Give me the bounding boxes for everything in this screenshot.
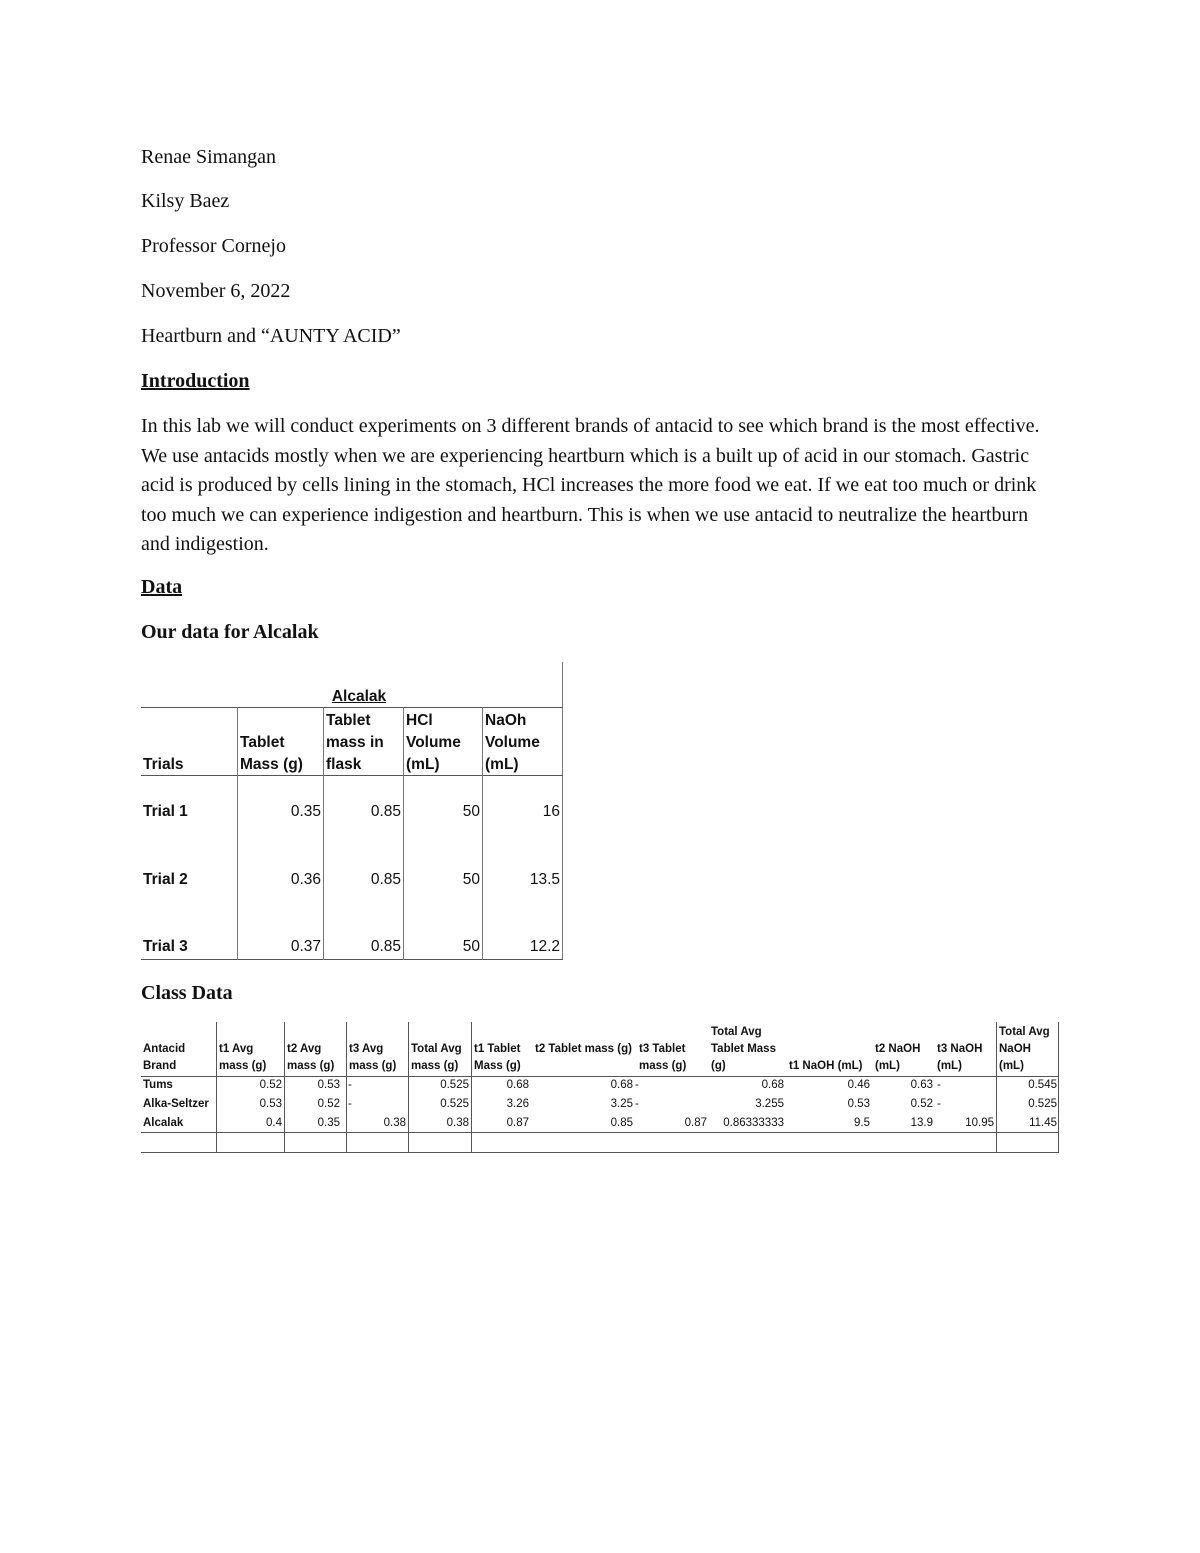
header-naoh-volume: NaOh Volume (mL)	[485, 712, 540, 773]
trial-2-tablet-mass: 0.36	[290, 871, 321, 888]
value-cell: 11.45	[1029, 1117, 1057, 1129]
value-cell: 0.52	[317, 1098, 340, 1110]
value-cell: 0.52	[910, 1098, 933, 1110]
col-t2-tablet-mass: t2 Tablet mass (g)	[535, 1043, 632, 1055]
table-rule	[141, 1076, 1059, 1077]
report-title: Heartburn and “AUNTY ACID”	[141, 325, 401, 347]
trial-2-hcl: 50	[462, 871, 480, 888]
value-cell: 0.46	[847, 1079, 870, 1091]
value-cell: 0.87	[684, 1117, 707, 1129]
header-tablet-mass: Tablet Mass (g)	[240, 734, 303, 773]
value-cell: -	[635, 1098, 639, 1110]
trial-3-label: Trial 3	[143, 938, 188, 955]
introduction-body: In this lab we will conduct experiments on 3 different brands of antacid to see which brand is the most effective. We use antacids mostly when we are experiencing heartburn which is a built up of acid in our stomach. Gastric acid is produced by cells lining in the stomach, HCl increases the more food we eat. If we eat too much or drink too much we can experience indigestion and heartburn. This is when we use antacid to neutralize the heartburn and indigestion.	[141, 415, 1040, 555]
author-1: Renae Simangan	[141, 146, 276, 168]
value-cell: 0.53	[259, 1098, 282, 1110]
value-cell: 0.68	[506, 1079, 529, 1091]
professor-name: Professor Cornejo	[141, 235, 286, 257]
header-mass-in-flask: Tablet mass in flask	[326, 712, 384, 773]
report-date: November 6, 2022	[141, 280, 291, 302]
table-rule	[403, 707, 404, 960]
value-cell: 0.52	[259, 1079, 282, 1091]
value-cell: 0.38	[446, 1117, 469, 1129]
value-cell: -	[348, 1098, 352, 1110]
value-cell: 0.35	[317, 1117, 340, 1129]
value-cell: 0.525	[440, 1098, 469, 1110]
value-cell: 10.95	[965, 1117, 994, 1129]
data-heading: Data	[141, 576, 183, 598]
alcalak-data-heading: Our data for Alcalak	[141, 621, 319, 643]
table-rule	[346, 1022, 347, 1153]
header-trials: Trials	[143, 756, 184, 773]
col-t3-tablet-mass: t3 Tablet mass (g)	[639, 1043, 687, 1072]
trial-1-tablet-mass: 0.35	[290, 803, 321, 820]
class-data-table	[141, 1022, 1059, 1154]
value-cell: -	[635, 1079, 639, 1091]
table-rule	[141, 959, 563, 960]
trial-3-tablet-mass: 0.37	[290, 938, 321, 955]
table-rule	[482, 707, 483, 960]
table-rule	[141, 1132, 1059, 1133]
value-cell: 0.68	[610, 1079, 633, 1091]
trial-1-hcl: 50	[462, 803, 480, 820]
alcalak-table-caption: Alcalak	[331, 688, 387, 705]
col-total-avg-tablet-mass: Total Avg Tablet Mass (g)	[711, 1026, 776, 1072]
alcalak-table	[141, 662, 564, 960]
trial-2-mass-in-flask: 0.85	[370, 871, 401, 888]
col-t3-naoh: t3 NaOH (mL)	[937, 1043, 983, 1072]
col-t1-naoh: t1 NaOH (mL)	[789, 1060, 863, 1072]
brand-cell: Alka-Seltzer	[143, 1098, 209, 1110]
brand-cell: Alcalak	[143, 1117, 184, 1129]
value-cell: 0.38	[383, 1117, 406, 1129]
col-t1-avg-mass: t1 Avg mass (g)	[219, 1043, 267, 1072]
table-rule	[141, 707, 563, 708]
table-rule	[237, 707, 238, 960]
col-total-avg-mass: Total Avg mass (g)	[411, 1043, 462, 1072]
table-rule	[141, 1152, 1059, 1153]
header-hcl-volume: HCl Volume (mL)	[406, 712, 461, 773]
value-cell: 0.4	[266, 1117, 282, 1129]
value-cell: 3.25	[610, 1098, 633, 1110]
value-cell: 0.525	[1028, 1098, 1057, 1110]
value-cell: 9.5	[854, 1117, 870, 1129]
col-total-avg-naoh: Total Avg NaOH (mL)	[999, 1026, 1050, 1072]
col-t2-avg-mass: t2 Avg mass (g)	[287, 1043, 335, 1072]
trial-3-mass-in-flask: 0.85	[370, 938, 401, 955]
value-cell: 0.63	[910, 1079, 933, 1091]
col-t2-naoh: t2 NaOH (mL)	[875, 1043, 921, 1072]
trial-3-hcl: 50	[462, 938, 480, 955]
value-cell: -	[937, 1098, 941, 1110]
value-cell: 0.85	[610, 1117, 633, 1129]
value-cell: 0.53	[847, 1098, 870, 1110]
value-cell: -	[348, 1079, 352, 1091]
value-cell: 13.9	[910, 1117, 933, 1129]
brand-cell: Tums	[143, 1079, 173, 1091]
col-antacid-brand: Antacid Brand	[143, 1043, 186, 1072]
trial-1-label: Trial 1	[143, 803, 188, 820]
value-cell: 3.26	[506, 1098, 529, 1110]
value-cell: 3.255	[755, 1098, 784, 1110]
col-t3-avg-mass: t3 Avg mass (g)	[349, 1043, 397, 1072]
value-cell: 0.545	[1028, 1079, 1057, 1091]
value-cell: 0.525	[440, 1079, 469, 1091]
value-cell: -	[937, 1079, 941, 1091]
trial-1-mass-in-flask: 0.85	[370, 803, 401, 820]
table-rule	[323, 707, 324, 960]
value-cell: 0.86333333	[723, 1117, 784, 1129]
value-cell: 0.87	[506, 1117, 529, 1129]
value-cell: 0.68	[761, 1079, 784, 1091]
introduction-heading: Introduction	[141, 370, 250, 392]
col-t1-tablet-mass: t1 Tablet Mass (g)	[474, 1043, 521, 1072]
trial-1-naoh: 16	[542, 803, 560, 820]
value-cell: 0.53	[317, 1079, 340, 1091]
class-data-heading: Class Data	[141, 982, 233, 1004]
author-2: Kilsy Baez	[141, 190, 230, 212]
trial-2-label: Trial 2	[143, 871, 188, 888]
trial-3-naoh: 12.2	[529, 938, 560, 955]
trial-2-naoh: 13.5	[529, 871, 560, 888]
